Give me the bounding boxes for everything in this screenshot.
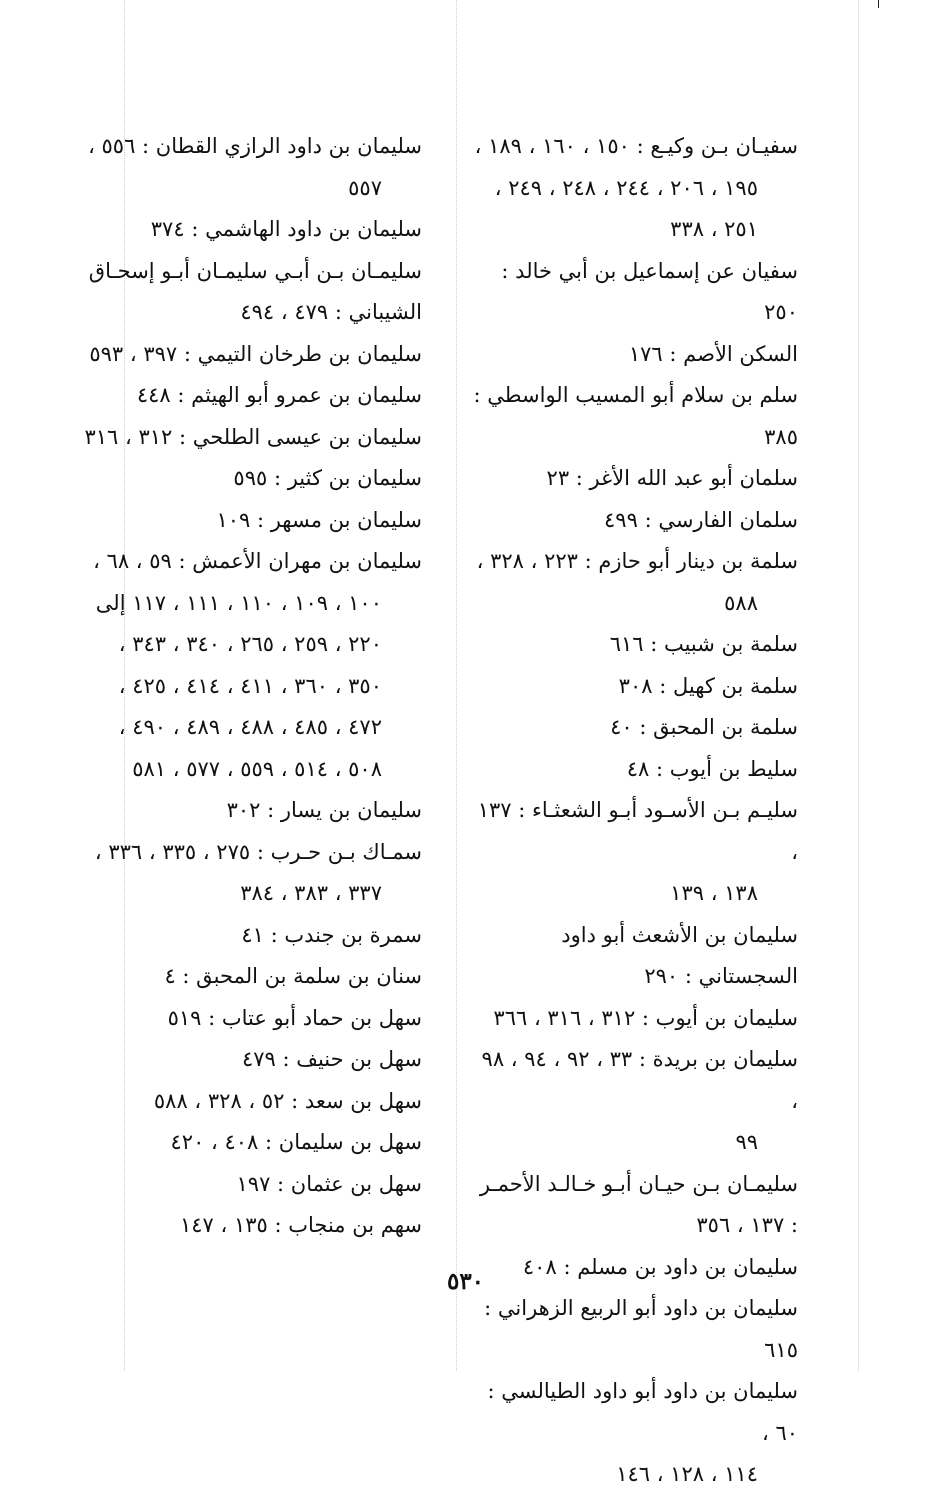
index-entry xyxy=(72,458,422,500)
index-entry-pages: ٢٩٠ xyxy=(644,964,679,988)
index-entry-continuation xyxy=(72,873,422,915)
index-entry-first-line xyxy=(470,1039,798,1122)
index-entry-name: سلم بن سلام أبو المسيب الواسطي : xyxy=(473,383,798,407)
index-entry-first-line xyxy=(470,500,798,542)
index-entry xyxy=(72,1205,422,1247)
index-entry xyxy=(72,500,422,542)
index-entry-name: سليمان بن يسار : xyxy=(267,798,422,822)
index-entry-pages: ٦١٦ xyxy=(609,632,644,656)
index-entry-pages: ٤٠٨ xyxy=(522,1254,557,1279)
index-entry-name: سليمان بن داود الهاشمي : xyxy=(191,217,422,241)
index-entry xyxy=(72,251,422,334)
index-entry-first-line xyxy=(470,790,798,873)
index-entry-first-line xyxy=(470,624,798,666)
index-entry-pages: ٥٩٥ xyxy=(233,466,268,490)
index-entry xyxy=(72,1122,422,1164)
index-entry-first-line xyxy=(72,126,422,168)
index-entry-name: السكن الأصم : xyxy=(669,341,798,366)
index-entry xyxy=(470,1288,798,1371)
index-entry-pages: ٢٥٠ xyxy=(764,300,798,324)
index-entry-pages: ٣٣٧ ، ٣٨٣ ، ٣٨٤ xyxy=(240,881,382,905)
index-entry xyxy=(72,126,422,209)
index-entry-name: سهل بن سليمان : xyxy=(265,1130,422,1154)
index-entry-continuation xyxy=(470,1454,798,1496)
index-entry xyxy=(470,749,798,791)
index-entry-first-line xyxy=(470,126,798,168)
index-entry-name: سليمان بن كثير : xyxy=(273,466,422,490)
index-entry-first-line xyxy=(470,915,798,998)
index-entry-name: سنان بن سلمة بن المحبق : xyxy=(182,964,422,988)
index-entry xyxy=(470,790,798,915)
index-entry-pages: ١٠٩ xyxy=(216,507,251,532)
index-entry-name: سليمان بن داود بن مسلم : xyxy=(563,1254,798,1279)
index-entry-pages: ٤٠٨ ، ٤٢٠ xyxy=(170,1130,259,1154)
index-entry xyxy=(470,126,798,251)
index-entry-pages: ١٣٥ ، ١٤٧ xyxy=(179,1213,268,1237)
index-entry-continuation xyxy=(72,707,422,749)
index-entry-name: سهم بن منجاب : xyxy=(274,1213,422,1237)
index-entry-first-line xyxy=(72,998,422,1040)
index-entry-pages: الشيباني : ٤٧٩ ، ٤٩٤ xyxy=(240,300,422,324)
index-entry-continuation xyxy=(72,583,422,625)
index-entry-name: سمرة بن جندب : xyxy=(270,922,422,947)
index-entry xyxy=(72,998,422,1040)
index-entry-name: سليمان بن عيسى الطلحي : xyxy=(178,424,422,449)
index-entry-name: سهل بن سعد : xyxy=(291,1088,422,1113)
index-entry-name: سمـاك بـن حـرب : xyxy=(256,839,422,864)
index-entry xyxy=(470,1371,798,1496)
index-entry xyxy=(72,915,422,957)
index-entry-pages: ٥٠٨ ، ٥١٤ ، ٥٥٩ ، ٥٧٧ ، ٥٨١ xyxy=(132,756,382,781)
index-entry xyxy=(470,375,798,458)
index-entry-name: سفيـان بـن وكيـع : xyxy=(636,134,798,158)
index-entry xyxy=(72,209,422,251)
index-entry-pages: ٦٠ ، xyxy=(761,1420,798,1445)
index-entry-first-line xyxy=(72,1081,422,1123)
index-entry-name: سليمان بن داود أبو الربيع الزهراني : xyxy=(484,1296,798,1320)
index-entry-pages: ١٩٥ ، ٢٠٦ ، ٢٤٤ ، ٢٤٨ ، ٢٤٩ ، xyxy=(494,175,758,200)
index-entry xyxy=(72,1039,422,1081)
index-entry-name: سليمان بن أيوب : xyxy=(641,1005,798,1030)
index-entry-first-line xyxy=(470,1288,798,1371)
index-entry-pages: ١٩٧ xyxy=(236,1171,271,1196)
index-entry-first-line xyxy=(470,749,798,791)
index-entry-name: سليـم بـن الأسـود أبـو الشعثـاء : xyxy=(518,798,798,822)
index-entry xyxy=(72,541,422,790)
index-entry-name: سلمان أبو عبد الله الأغر : xyxy=(575,466,798,490)
index-entry-first-line xyxy=(72,1164,422,1206)
index-entry-pages: ٥٥٦ ، xyxy=(88,134,136,158)
index-entry-pages: ١١٤ ، ١٢٨ ، ١٤٦ xyxy=(616,1462,758,1486)
index-entry-name: سفيان عن إسماعيل بن أبي خالد : xyxy=(501,258,798,283)
index-entry-pages: ٤ xyxy=(164,964,176,988)
index-entry-first-line xyxy=(470,541,798,583)
index-entry-pages: ١٣٨ ، ١٣٩ xyxy=(670,881,758,905)
index-entry xyxy=(72,956,422,998)
index-entry-first-line xyxy=(72,334,422,376)
index-entry-pages: ١٣٧ ، xyxy=(477,798,798,864)
index-entry-pages: ٥٨٨ xyxy=(724,590,758,615)
index-entry-first-line xyxy=(470,334,798,376)
index-entry-name: سليمان بن طرخان التيمي : xyxy=(183,341,422,366)
index-entry-name: سليمان بن عمرو أبو الهيثم : xyxy=(177,383,422,407)
index-entry-first-line xyxy=(470,1164,798,1247)
index-entry xyxy=(470,251,798,334)
index-entry xyxy=(470,458,798,500)
page-edge-mark xyxy=(878,0,879,8)
index-entry-first-line xyxy=(72,915,422,957)
index-entry-pages: ٣٣ ، ٩٢ ، ٩٤ ، ٩٨ ، xyxy=(481,1047,798,1113)
index-entry-first-line xyxy=(470,707,798,749)
index-entry-pages: ٣٩٧ ، ٥٩٣ xyxy=(89,341,178,366)
index-entry-first-line xyxy=(72,790,422,832)
index-entry-continuation xyxy=(470,583,798,625)
index-entry-first-line xyxy=(72,500,422,542)
index-entry-name: سهل بن عثمان : xyxy=(277,1171,422,1196)
index-entry-pages: ٥٩ ، ٦٨ ، xyxy=(93,549,172,573)
index-entry xyxy=(72,790,422,832)
index-entry-first-line xyxy=(72,832,422,874)
index-entry-name: سليمـان بـن أبـي سليمـان أبـو إسحـاق xyxy=(88,258,422,283)
index-entry-pages: ٣٠٢ xyxy=(226,798,261,822)
index-entry-continuation xyxy=(470,873,798,915)
index-entry-name: سليمـان بـن حيـان أبـو خـالـد الأحمـر : xyxy=(479,1171,798,1237)
index-entry-name: سهل بن حماد أبو عتاب : xyxy=(208,1005,422,1030)
index-entry xyxy=(470,1039,798,1164)
index-entry-name: سليمان بن بريدة : xyxy=(638,1047,798,1071)
index-entry-continuation xyxy=(72,749,422,791)
index-entry-pages: ٥٥٧ xyxy=(348,175,382,200)
index-entry-continuation xyxy=(470,209,798,251)
index-entry-continuation xyxy=(470,168,798,210)
index-entry xyxy=(470,998,798,1040)
index-entry-pages: ١٣٧ ، ٣٥٦ xyxy=(696,1213,785,1237)
index-entry-pages: ٤٩٩ xyxy=(604,507,638,532)
index-entry-pages: ٢٥١ ، ٣٣٨ xyxy=(670,217,758,241)
index-entry-name: سليط بن أيوب : xyxy=(655,756,798,781)
index-entry-pages: ٤٤٨ xyxy=(136,383,171,407)
index-entry-continuation xyxy=(72,666,422,708)
index-entry-name: سليمان بن داود الرازي القطان : xyxy=(142,134,422,158)
index-entry xyxy=(72,375,422,417)
scan-dotted-line xyxy=(858,0,859,1371)
index-entry-first-line xyxy=(72,209,422,251)
index-entry-pages: ٣١٢ ، ٣١٦ xyxy=(84,424,173,449)
index-entry-first-line xyxy=(470,458,798,500)
index-entry-pages: ٣٠٨ xyxy=(618,673,653,698)
page-number: ٥٣٠ xyxy=(446,1268,485,1295)
index-entry-pages: ٤٧٩ xyxy=(241,1047,276,1071)
index-entry-pages: ٢٢٠ ، ٢٥٩ ، ٢٦٥ ، ٣٤٠ ، ٣٤٣ ، xyxy=(118,632,382,656)
index-entry-pages: ٦١٥ xyxy=(764,1337,798,1362)
index-entry-pages: ٢٧٥ ، ٣٣٥ ، ٣٣٦ ، xyxy=(94,839,251,864)
index-entry xyxy=(72,417,422,459)
index-entry-first-line xyxy=(470,251,798,334)
index-entry-first-line xyxy=(72,1039,422,1081)
index-entry-first-line xyxy=(72,1122,422,1164)
index-entry-pages: ٤٨ xyxy=(626,756,650,781)
index-entry-first-line xyxy=(72,1205,422,1247)
index-entry-name: سلمة بن المحبق : xyxy=(639,715,798,739)
index-entry xyxy=(470,624,798,666)
index-entry-continuation xyxy=(72,168,422,210)
index-entry-first-line xyxy=(72,956,422,998)
index-entry-first-line xyxy=(470,666,798,708)
index-entry-pages: ١٧٦ xyxy=(628,341,663,366)
index-entry xyxy=(72,1081,422,1123)
index-entry-name: سليمان بن الأشعث أبو داود السجستاني : xyxy=(561,922,798,988)
index-entry-name: سلمة بن شبيب : xyxy=(650,632,798,656)
index-entry xyxy=(470,915,798,998)
index-entry-pages: ٤٠ xyxy=(610,715,633,739)
index-entry-name: سلمة بن دينار أبو حازم : xyxy=(584,549,798,573)
index-entry-first-line xyxy=(470,1371,798,1454)
index-entry-pages: ٩٩ xyxy=(735,1130,758,1154)
index-entry-pages: ٤٧٢ ، ٤٨٥ ، ٤٨٨ ، ٤٨٩ ، ٤٩٠ ، xyxy=(118,715,382,739)
index-entry-name: سلمة بن كهيل : xyxy=(659,673,798,698)
index-entry-first-line xyxy=(470,375,798,458)
index-entry-first-line xyxy=(72,458,422,500)
index-entry-pages: ٥٢ ، ٣٢٨ ، ٥٨٨ xyxy=(153,1088,285,1113)
index-entry xyxy=(470,1164,798,1247)
index-entry-first-line xyxy=(72,251,422,334)
index-entry-name: سليمان بن مهران الأعمش : xyxy=(178,549,422,573)
index-entry-first-line xyxy=(72,417,422,459)
index-entry-first-line xyxy=(72,541,422,583)
index-entry-name: سليمان بن داود أبو داود الطيالسي : xyxy=(487,1379,798,1403)
index-entry xyxy=(72,334,422,376)
index-entry-pages: ٣١٢ ، ٣١٦ ، ٣٦٦ xyxy=(493,1005,636,1030)
index-column-left xyxy=(72,126,422,1247)
index-entry-pages: ٤١ xyxy=(241,922,264,947)
index-entry-pages: ١٥٠ ، ١٦٠ ، ١٨٩ ، xyxy=(474,134,630,158)
index-entry-pages: ٣٧٤ xyxy=(150,217,185,241)
index-entry-continuation xyxy=(72,624,422,666)
index-entry xyxy=(470,334,798,376)
index-entry-name: سلمان الفارسي : xyxy=(644,507,798,532)
index-entry xyxy=(72,832,422,915)
index-entry-pages: ٣٥٠ ، ٣٦٠ ، ٤١١ ، ٤١٤ ، ٤٢٥ ، xyxy=(118,673,382,698)
index-entry-pages: ٢٢٣ ، ٣٢٨ ، xyxy=(476,549,578,573)
index-entry-pages: ١٠٠ ، ١٠٩ ، ١١٠ ، ١١١ ، ١١٧ إلى xyxy=(95,590,382,615)
index-entry-first-line xyxy=(72,375,422,417)
index-entry xyxy=(470,541,798,624)
index-entry xyxy=(470,500,798,542)
index-entry-pages: ٥١٩ xyxy=(167,1005,202,1030)
index-entry xyxy=(72,1164,422,1206)
index-entry-first-line xyxy=(470,998,798,1040)
index-entry xyxy=(470,666,798,708)
index-entry-pages: ٣٨٥ xyxy=(764,424,798,449)
index-entry xyxy=(470,707,798,749)
index-entry-name: سليمان بن مسهر : xyxy=(256,507,422,532)
index-entry-name: سهل بن حنيف : xyxy=(282,1047,422,1071)
index-entry-continuation xyxy=(470,1122,798,1164)
index-entry-pages: ٢٣ xyxy=(546,466,570,490)
scan-dotted-line xyxy=(456,0,457,1371)
